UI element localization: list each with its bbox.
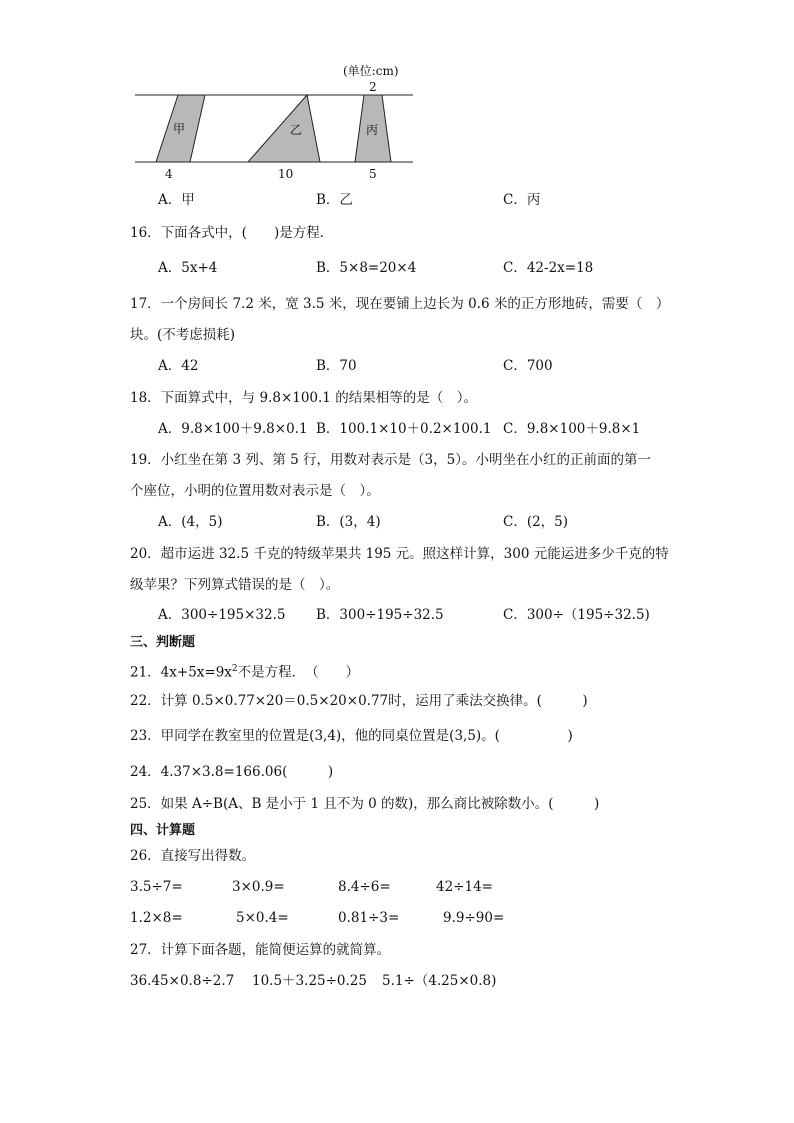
q27-item: 10.5＋3.25÷0.25 [252, 973, 367, 989]
base-label-bing: 5 [369, 167, 377, 181]
q15-option-a[interactable]: A．甲 [158, 192, 195, 208]
q26-item: 8.4÷6= [338, 879, 391, 895]
q16-option-c[interactable]: C．42-2x=18 [503, 260, 594, 276]
q19-stem-line2: 个座位，小明的位置用数对表示是（ ）。 [130, 483, 380, 499]
q18-stem: 18．下面算式中，与 9.8×100.1 的结果相等的是（ ）。 [130, 390, 477, 406]
q16-option-b[interactable]: B．5×8=20×4 [316, 260, 417, 276]
q16-stem: 16．下面各式中，( )是方程． [130, 225, 334, 241]
q22: 22．计算 0.5×0.77×20＝0.5×20×0.77时，运用了乘法交换律。( ) [130, 693, 588, 709]
q18-option-a[interactable]: A．9.8×100＋9.8×0.1 [158, 421, 308, 437]
q21-sup: 2 [231, 664, 238, 674]
q19-option-b[interactable]: B．(3，4) [316, 514, 381, 530]
q20-stem-line1: 20．超市运进 32.5 千克的特级苹果共 195 元。照这样计算，300 元能运进多少千克的特 [130, 546, 669, 562]
q27-item: 5.1÷（4.25×0.8) [382, 973, 497, 989]
q21-post: 不是方程． （ ） [237, 664, 360, 681]
q23: 23．甲同学在教室里的位置是(3,4)，他的同桌位置是(3,5)。( ) [130, 728, 573, 744]
q26-item: 3×0.9= [232, 879, 285, 895]
q18-option-b[interactable]: B．100.1×10＋0.2×100.1 [316, 421, 492, 437]
q20-option-b[interactable]: B．300÷195÷32.5 [316, 607, 444, 623]
q27-item: 36.45×0.8÷2.7 [130, 973, 235, 989]
q24: 24．4.37×3.8=166.06( ) [130, 764, 334, 780]
q17-option-c[interactable]: C．700 [503, 358, 553, 374]
q17-stem-line2: 块。(不考虑损耗) [130, 327, 236, 343]
q15-option-c[interactable]: C．丙 [503, 192, 541, 208]
figure-svg [130, 60, 430, 185]
q17-stem-line1: 17．一个房间长 7.2 米，宽 3.5 米，现在要铺上边长为 0.6 米的正方形地砖，需要（ ） [130, 296, 670, 312]
q15-option-b[interactable]: B．乙 [316, 192, 353, 208]
q21-pre: 21．4x+5x=9x [130, 664, 232, 681]
shape-yi [248, 95, 320, 162]
q16-option-a[interactable]: A．5x+4 [158, 260, 218, 276]
q26-item: 9.9÷90= [443, 910, 505, 926]
q26-item: 0.81÷3= [338, 910, 400, 926]
unit-label: (单位:cm) [343, 64, 399, 78]
section-calculation-heading: 四、计算题 [130, 823, 196, 838]
q25: 25．如果 A÷B(A、B 是小于 1 且不为 0 的数)，那么商比被除数小。( ) [130, 796, 600, 812]
q20-stem-line2: 级苹果？下列算式错误的是（ ）。 [130, 577, 340, 593]
q19-stem-line1: 19．小红坐在第 3 列、第 5 行，用数对表示是（3，5）。小明坐在小红的正前面的第一 [130, 452, 651, 468]
q19-option-c[interactable]: C．(2，5) [503, 514, 569, 530]
q18-option-c[interactable]: C．9.8×100＋9.8×1 [503, 421, 641, 437]
q26-item: 1.2×8= [130, 910, 183, 926]
q20-option-a[interactable]: A．300÷195×32.5 [158, 607, 286, 623]
q27-stem: 27．计算下面各题，能简便运算的就简算。 [130, 942, 391, 958]
base-label-yi: 10 [278, 167, 294, 181]
trapezoid-figure [130, 60, 430, 185]
label-jia: 甲 [173, 122, 186, 136]
top-label-bing: 2 [369, 80, 377, 94]
q26-item: 42÷14= [436, 879, 493, 895]
q26-stem: 26．直接写出得数。 [130, 848, 256, 864]
q21 [130, 660, 359, 682]
q20-option-c[interactable]: C．300÷（195÷32.5) [503, 607, 650, 623]
section-judgement-heading: 三、判断题 [130, 635, 196, 650]
q19-option-a[interactable]: A．(4，5) [158, 514, 223, 530]
base-label-jia: 4 [165, 167, 173, 181]
q17-option-a[interactable]: A．42 [158, 358, 199, 374]
label-yi: 乙 [290, 123, 303, 137]
q26-item: 5×0.4= [236, 910, 289, 926]
label-bing: 丙 [366, 123, 379, 137]
q26-item: 3.5÷7= [130, 879, 183, 895]
q17-option-b[interactable]: B．70 [316, 358, 357, 374]
